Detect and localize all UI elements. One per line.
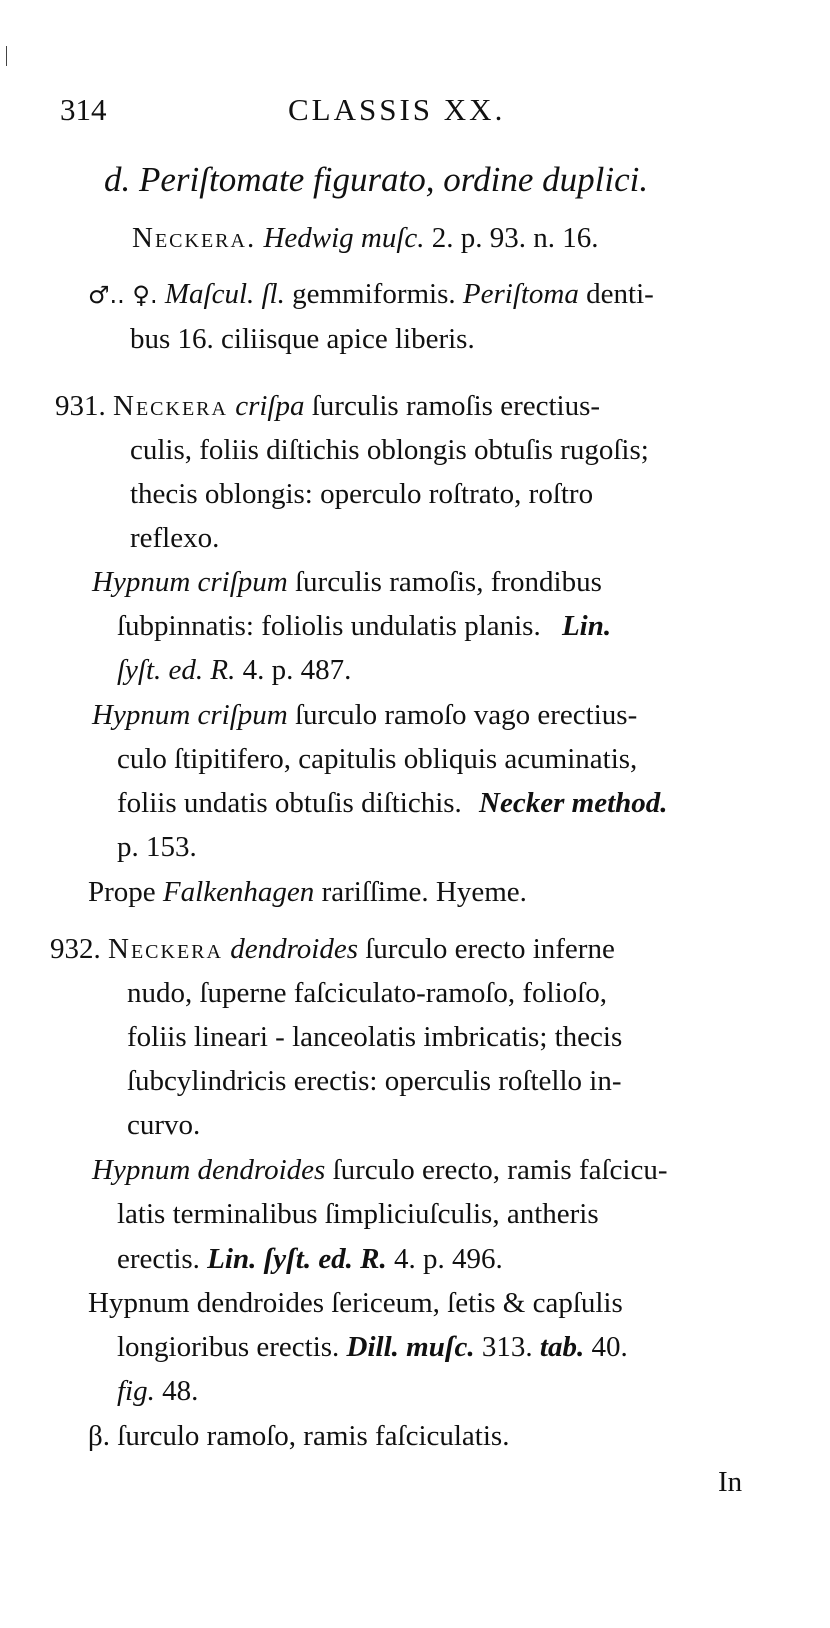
species-931-text-1: ſurculis ramoſis erectius- — [311, 390, 601, 422]
species-932-variety-beta — [88, 1422, 509, 1451]
species-931-epithet: criſpa — [235, 390, 305, 422]
species-932-synonym-2-line-3 — [117, 1377, 198, 1406]
species-931-line-3: thecis oblongis: operculo roſtrato, roſtro — [130, 478, 594, 510]
genus-name: Neckera. — [132, 222, 257, 254]
species-931-synonym-1-line-2 — [117, 612, 611, 641]
species-932-line-5: curvo. — [127, 1109, 201, 1141]
dillenius-ref: Dill. muſc. — [346, 1331, 475, 1363]
genus-reference-detail: 2. p. 93. n. 16. — [431, 222, 599, 254]
section-heading-text: Periſtomate figurato, ordine duplici. — [139, 160, 649, 199]
species-932-line-3: foliis lineari - lanceolatis imbricatis; thecis — [127, 1021, 623, 1053]
genus-line-2 — [88, 280, 654, 309]
tab-number: 40. — [591, 1331, 628, 1363]
species-932-synonym-1-line-1 — [92, 1156, 668, 1185]
margin-mark — [6, 46, 7, 66]
species-932-text-1: ſurculo erecto inferne — [365, 933, 615, 965]
species-931-synonym-2-line-1 — [92, 701, 637, 730]
synonym-text: erectis. — [117, 1243, 200, 1275]
species-931-line-2: culis, foliis diſtichis oblongis obtuſis rugoſis; — [130, 434, 649, 466]
peristoma-label: Periſtoma — [462, 278, 579, 310]
section-letter: d. — [104, 160, 131, 199]
synonym-text: ſurculo ramoſo vago erectius- — [294, 699, 638, 731]
synonym-text: ſurculo erecto, ramis faſcicu- — [332, 1154, 668, 1186]
species-931-habitat — [88, 878, 527, 907]
fig-label: fig. — [117, 1375, 155, 1407]
species-931-synonym-2-line-3 — [117, 789, 668, 818]
species-931-synonym-2-line-2: culo ſtipitifero, capitulis obliquis acuminatis, — [117, 743, 638, 775]
species-932-line-2: nudo, ſuperne faſciculato-ramoſo, folioſo, — [127, 977, 607, 1009]
page-number: 314 — [60, 92, 107, 127]
species-932-line-1 — [50, 935, 615, 964]
reference-work: ſyſt. ed. R. — [117, 654, 236, 686]
species-932-synonym-1-line-2: latis terminalibus ſimpliciuſculis, antheris — [117, 1198, 599, 1230]
synonym-text: foliis undatis obtuſis diſtichis. — [117, 787, 462, 819]
habitat-text: rariſſime. Hyeme. — [321, 876, 527, 908]
species-931-synonym-1-line-3 — [117, 656, 351, 685]
section-heading — [104, 160, 648, 200]
peristoma-text: denti- — [586, 278, 654, 310]
mascul-text: gemmiformis. — [292, 278, 456, 310]
species-932-epithet: dendroides — [230, 933, 358, 965]
synonym-name: Hypnum dendroides — [92, 1154, 326, 1186]
reference-page: 4. p. 487. — [242, 654, 352, 686]
synonym-name: Hypnum criſpum — [92, 566, 288, 598]
reference-work: Lin. ſyſt. ed. R. — [207, 1243, 387, 1275]
sex-symbols: ♂.. ♀. — [88, 281, 158, 309]
beta-text: ſurculo ramoſo, ramis faſciculatis. — [117, 1420, 510, 1452]
synonym-text: ſurculis ramoſis, frondibus — [294, 566, 602, 598]
species-932-synonym-1-line-3 — [117, 1245, 503, 1274]
habitat-prefix: Prope — [88, 876, 156, 908]
necker-ref: Necker method. — [479, 787, 668, 819]
reference-page: 4. p. 496. — [394, 1243, 503, 1275]
tab-label: tab. — [539, 1331, 585, 1363]
species-931-line-4: reflexo. — [130, 522, 220, 554]
synonym-name: Hypnum criſpum — [92, 699, 288, 731]
mascul-label: Maſcul. ſl. — [164, 278, 285, 310]
running-title: CLASSIS XX. — [288, 92, 506, 127]
genus-line-3: bus 16. ciliisque apice liberis. — [130, 323, 475, 355]
species-932-genus: Neckera — [108, 933, 223, 965]
habitat-place: Falkenhagen — [162, 876, 315, 908]
synonym-text: ſubpinnatis: foliolis undulatis planis. — [117, 610, 541, 642]
linnaeus-ref: Lin. — [561, 610, 612, 642]
species-932-synonym-2-line-2 — [117, 1333, 628, 1362]
species-931-number: 931. — [55, 390, 106, 422]
species-931-synonym-1-line-1 — [92, 568, 602, 597]
reference-page: 313. — [481, 1331, 533, 1363]
species-932-line-4: ſubcylindricis erectis: operculis roſtello in- — [127, 1065, 622, 1097]
species-931-line-1 — [55, 392, 600, 421]
genus-line-1 — [132, 224, 599, 253]
species-931-genus: Neckera — [113, 390, 228, 422]
species-931-synonym-2-line-4: p. 153. — [117, 831, 197, 863]
genus-reference: Hedwig muſc. — [263, 222, 425, 254]
synonym-text: longioribus erectis. — [117, 1331, 340, 1363]
beta-letter: β. — [88, 1420, 111, 1452]
species-932-synonym-2-line-1: Hypnum dendroides ſericeum, ſetis & capſulis — [88, 1287, 623, 1319]
species-932-number: 932. — [50, 933, 101, 965]
catchword: In — [718, 1466, 743, 1498]
fig-number: 48. — [162, 1375, 199, 1407]
